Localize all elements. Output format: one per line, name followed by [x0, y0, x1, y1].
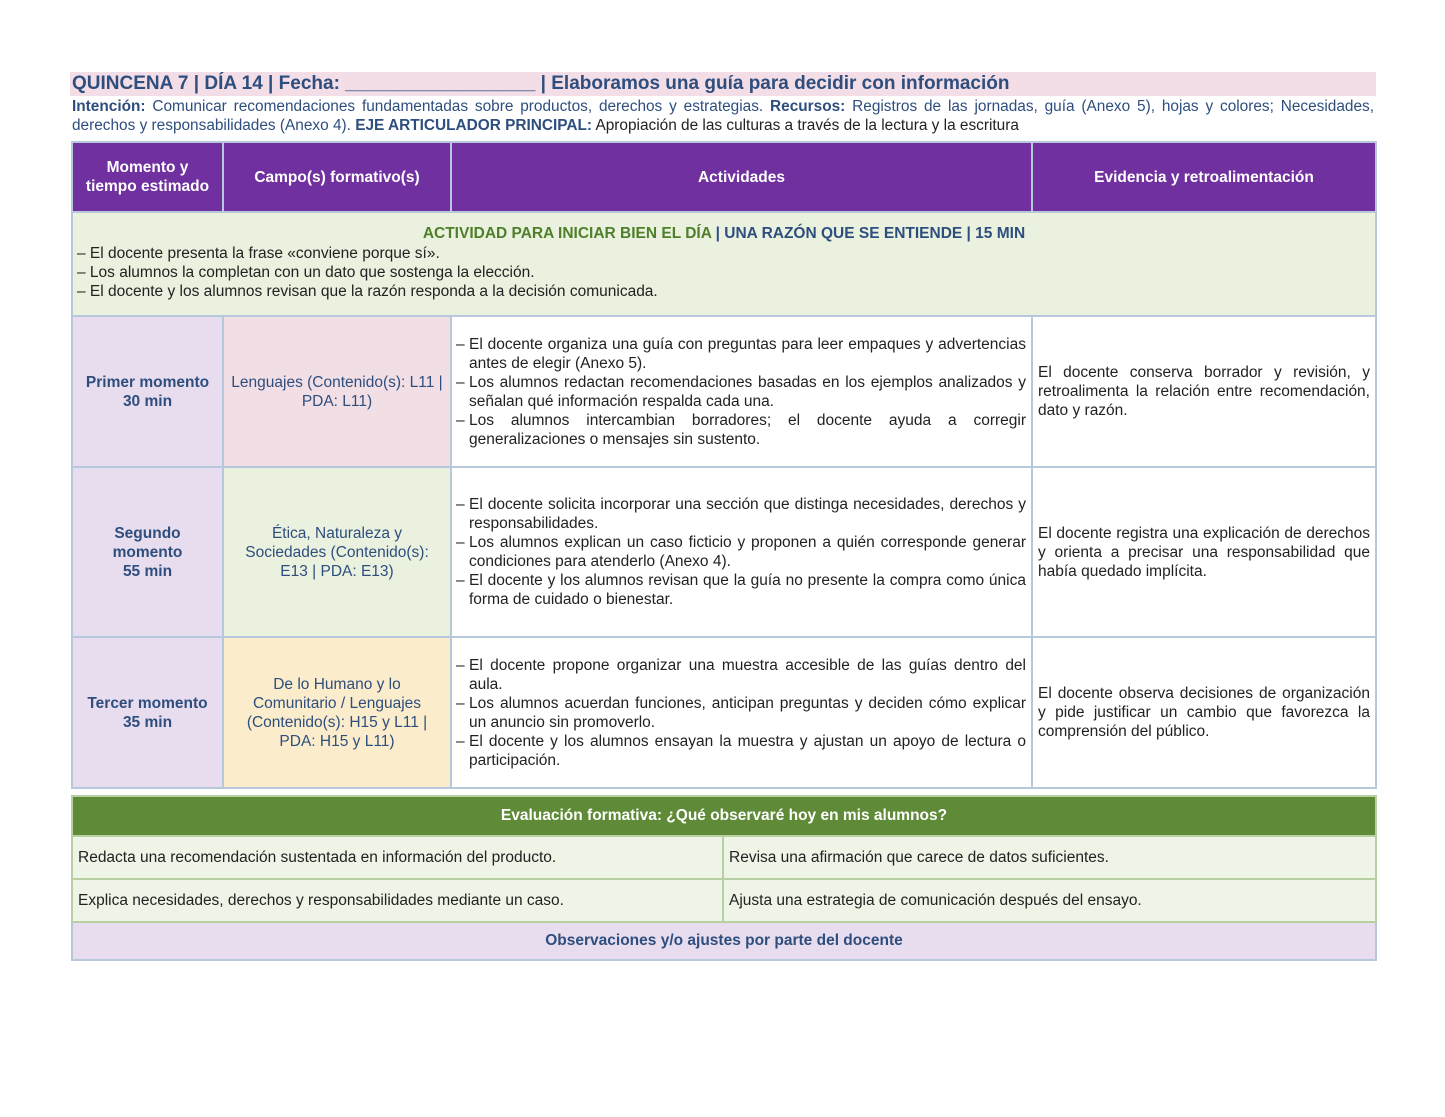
- moment-row-1: [72, 316, 1376, 467]
- activities-list: [456, 335, 1026, 449]
- starter-row: [72, 212, 1376, 316]
- starter-list: [77, 244, 1371, 301]
- moment-row-2: [72, 467, 1376, 637]
- header-actividades: Actividades: [451, 142, 1032, 212]
- header-evidencia: Evidencia y retroalimentación: [1032, 142, 1376, 212]
- evaluation-title: Evaluación formativa: ¿Qué observaré hoy en mis alumnos?: [72, 796, 1376, 836]
- starter-title-navy: UNA RAZÓN QUE SE ENTIENDE | 15 MIN: [724, 225, 1026, 242]
- starter-item: – El docente presenta la frase «conviene porque sí».: [77, 245, 440, 262]
- campo-cell: Ética, Naturaleza y Sociedades (Contenido(s): E13 | PDA: E13): [223, 467, 451, 637]
- observations-label: Observaciones y/o ajustes por parte del docente: [72, 922, 1376, 960]
- starter-title-green: ACTIVIDAD PARA INICIAR BIEN EL DÍA: [422, 225, 712, 242]
- eje-label: EJE ARTICULADOR PRINCIPAL:: [355, 117, 593, 134]
- plan-header-row: [72, 142, 1376, 212]
- evaluation-table: [71, 795, 1377, 961]
- activities-cell: [451, 637, 1032, 788]
- activity-item: – El docente solicita incorporar una sección que distinga necesidades, derechos y responsabilidades.: [456, 495, 1026, 533]
- evaluation-item: Explica necesidades, derechos y responsabilidades mediante un caso.: [72, 879, 723, 922]
- evidence-cell: El docente observa decisiones de organización y pide justificar un cambio que favorezca la comprensión del público.: [1032, 637, 1376, 788]
- fecha-blank: __________________: [345, 73, 536, 94]
- activity-item: – El docente y los alumnos revisan que la guía no presente la compra como única forma de cuidado o bienestar.: [456, 571, 1026, 609]
- starter-title-separator: |: [711, 225, 725, 242]
- recursos-label: Recursos:: [770, 98, 846, 115]
- page-title: [70, 72, 1376, 96]
- campo-cell: Lenguajes (Contenido(s): L11 | PDA: L11): [223, 316, 451, 467]
- header-campo: Campo(s) formativo(s): [223, 142, 451, 212]
- recursos-text: Registros de las jornadas, guía (Anexo 5), hojas y colores; Necesidades, derechos y responsabilidades (Anexo 4).: [72, 98, 1374, 134]
- plan-table: [71, 141, 1377, 789]
- activities-list: [456, 495, 1026, 609]
- moment-cell: [72, 467, 223, 637]
- activity-item: – El docente organiza una guía con preguntas para leer empaques y advertencias antes de elegir (Anexo 5).: [456, 335, 1026, 373]
- moment-time: 30 min: [122, 392, 173, 410]
- moment-cell: [72, 637, 223, 788]
- campo-cell: De lo Humano y lo Comunitario / Lenguajes (Contenido(s): H15 y L11 | PDA: H15 y L11): [223, 637, 451, 788]
- intencion-text: Comunicar recomendaciones fundamentadas sobre productos, derechos y estrategias.: [145, 98, 771, 115]
- starter-item: – Los alumnos la completan con un dato que sostenga la elección.: [77, 264, 535, 281]
- observations-row: [72, 922, 1376, 960]
- moment-time: 55 min: [122, 562, 173, 580]
- activity-item: – El docente propone organizar una muestra accesible de las guías dentro del aula.: [456, 656, 1026, 694]
- title-left: QUINCENA 7 | DÍA 14 | Fecha:: [72, 73, 346, 94]
- evidence-cell: El docente conserva borrador y revisión, y retroalimenta la relación entre recomendación, dato y razón.: [1032, 316, 1376, 467]
- intencion-label: Intención:: [72, 98, 146, 115]
- moment-cell: [72, 316, 223, 467]
- header-momento: Momento y tiempo estimado: [72, 142, 223, 212]
- moment-row-3: [72, 637, 1376, 788]
- activity-item: – Los alumnos acuerdan funciones, anticipan preguntas y deciden cómo explicar un anuncio sin promoverlo.: [456, 694, 1026, 732]
- evaluation-row: [72, 836, 1376, 879]
- evaluation-row: [72, 879, 1376, 922]
- activity-item: – El docente y los alumnos ensayan la muestra y ajustan un apoyo de lectura o participación.: [456, 732, 1026, 770]
- intro-paragraph: [70, 96, 1376, 135]
- evaluation-item: Redacta una recomendación sustentada en información del producto.: [72, 836, 723, 879]
- title-right: | Elaboramos una guía para decidir con información: [535, 73, 1010, 94]
- starter-activity: [72, 212, 1376, 316]
- eje-text: Apropiación de las culturas a través de la lectura y la escritura: [592, 117, 1019, 134]
- evidence-cell: El docente registra una explicación de derechos y orienta a precisar una responsabilidad que había quedado implícita.: [1032, 467, 1376, 637]
- evaluation-item: Revisa una afirmación que carece de datos suficientes.: [723, 836, 1376, 879]
- lesson-plan-page: [70, 72, 1376, 961]
- evaluation-header-row: [72, 796, 1376, 836]
- starter-title: [77, 225, 1371, 243]
- activity-item: – Los alumnos redactan recomendaciones basadas en los ejemplos analizados y señalan qué información respalda cada una.: [456, 373, 1026, 411]
- moment-label: Primer momento: [85, 373, 210, 391]
- moment-time: 35 min: [122, 713, 173, 731]
- activities-cell: [451, 316, 1032, 467]
- activities-cell: [451, 467, 1032, 637]
- starter-item: – El docente y los alumnos revisan que la razón responda a la decisión comunicada.: [77, 283, 658, 300]
- moment-label: Tercer momento: [87, 694, 208, 712]
- activity-item: – Los alumnos explican un caso ficticio y proponen a quién corresponde generar condiciones para atenderlo (Anexo 4).: [456, 533, 1026, 571]
- evaluation-item: Ajusta una estrategia de comunicación después del ensayo.: [723, 879, 1376, 922]
- activities-list: [456, 656, 1026, 770]
- moment-label: Segundo momento: [112, 524, 183, 561]
- activity-item: – Los alumnos intercambian borradores; el docente ayuda a corregir generalizaciones o mensajes sin sustento.: [456, 411, 1026, 449]
